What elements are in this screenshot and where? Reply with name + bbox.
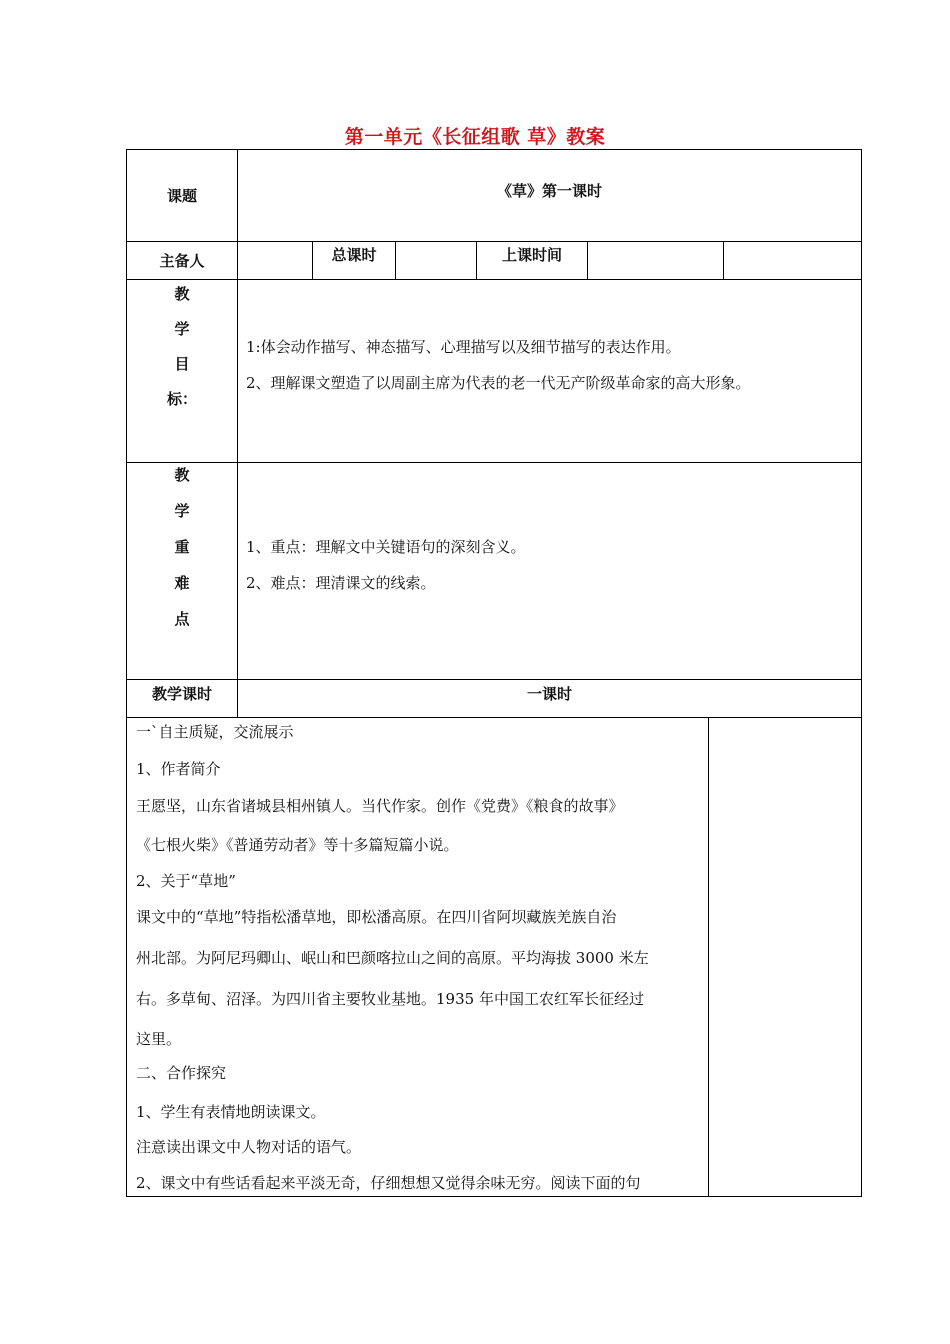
body-line: 这里。	[136, 1030, 182, 1048]
preparer-label: 主备人	[159, 252, 205, 270]
key-label-char: 难	[174, 574, 190, 592]
key-label-char: 学	[174, 502, 190, 520]
body-line: 2、关于“草地”	[136, 872, 236, 890]
class-time-label: 上课时间	[501, 246, 562, 264]
goals-label-char: 学	[174, 320, 190, 338]
goals-label	[127, 284, 237, 424]
body-line: 2、课文中有些话看起来平淡无奇，仔细想想又觉得余味无穷。阅读下面的句	[136, 1174, 641, 1192]
topic-value: 《草》第一课时	[496, 181, 602, 200]
key-points-list	[246, 537, 856, 609]
key-label-char: 点	[174, 610, 190, 628]
goals-label-char: 教	[174, 285, 190, 303]
body-line: 州北部。为阿尼玛卿山、岷山和巴颜喀拉山之间的高原。平均海拔 3000 米左	[136, 949, 649, 967]
total-hours-label: 总课时	[331, 246, 377, 264]
body-line: 右。多草甸、沼泽。为四川省主要牧业基地。1935 年中国工农红军长征经过	[136, 990, 644, 1008]
body-line: 1、作者简介	[136, 760, 221, 778]
body-line: 注意读出课文中人物对话的语气。	[136, 1138, 362, 1156]
key-label-char: 重	[174, 538, 190, 556]
class-time-value	[588, 242, 723, 279]
body-line: 王愿坚，山东省诸城县相州镇人。当代作家。创作《党费》《粮食的故事》	[136, 797, 624, 815]
goals-label-char: 目	[174, 355, 190, 373]
key-point-item: 2、难点：理清课文的线索。	[246, 574, 436, 592]
body-line: 二、合作探究	[136, 1064, 227, 1082]
hours-value: 一课时	[526, 684, 572, 703]
preparer-value	[238, 242, 312, 279]
key-point-item: 1、重点：理解文中关键语句的深刻含义。	[246, 538, 526, 556]
side-note-column	[709, 718, 861, 1196]
body-line: 一`自主质疑，交流展示	[136, 723, 294, 741]
key-points-label	[127, 465, 237, 645]
document-title: 第一单元《长征组歌 草》教案	[344, 126, 606, 148]
goals-label-char: 标：	[166, 390, 197, 408]
goals-list	[246, 337, 856, 409]
body-line: 1、学生有表情地朗读课文。	[136, 1103, 326, 1121]
goal-item: 2、理解课文塑造了以周副主席为代表的老一代无产阶级革命家的高大形象。	[246, 374, 751, 392]
body-line: 《七根火柴》《普通劳动者》等十多篇短篇小说。	[136, 836, 459, 854]
body-line: 课文中的“草地”特指松潘草地，即松潘高原。在四川省阿坝藏族羌族自治	[136, 908, 617, 926]
total-hours-value	[396, 242, 476, 279]
topic-label: 课题	[166, 187, 197, 205]
hours-label: 教学课时	[151, 684, 212, 703]
key-label-char: 教	[174, 466, 190, 484]
goal-item: 1:体会动作描写、神态描写、心理描写以及细节描写的表达作用。	[246, 338, 681, 356]
